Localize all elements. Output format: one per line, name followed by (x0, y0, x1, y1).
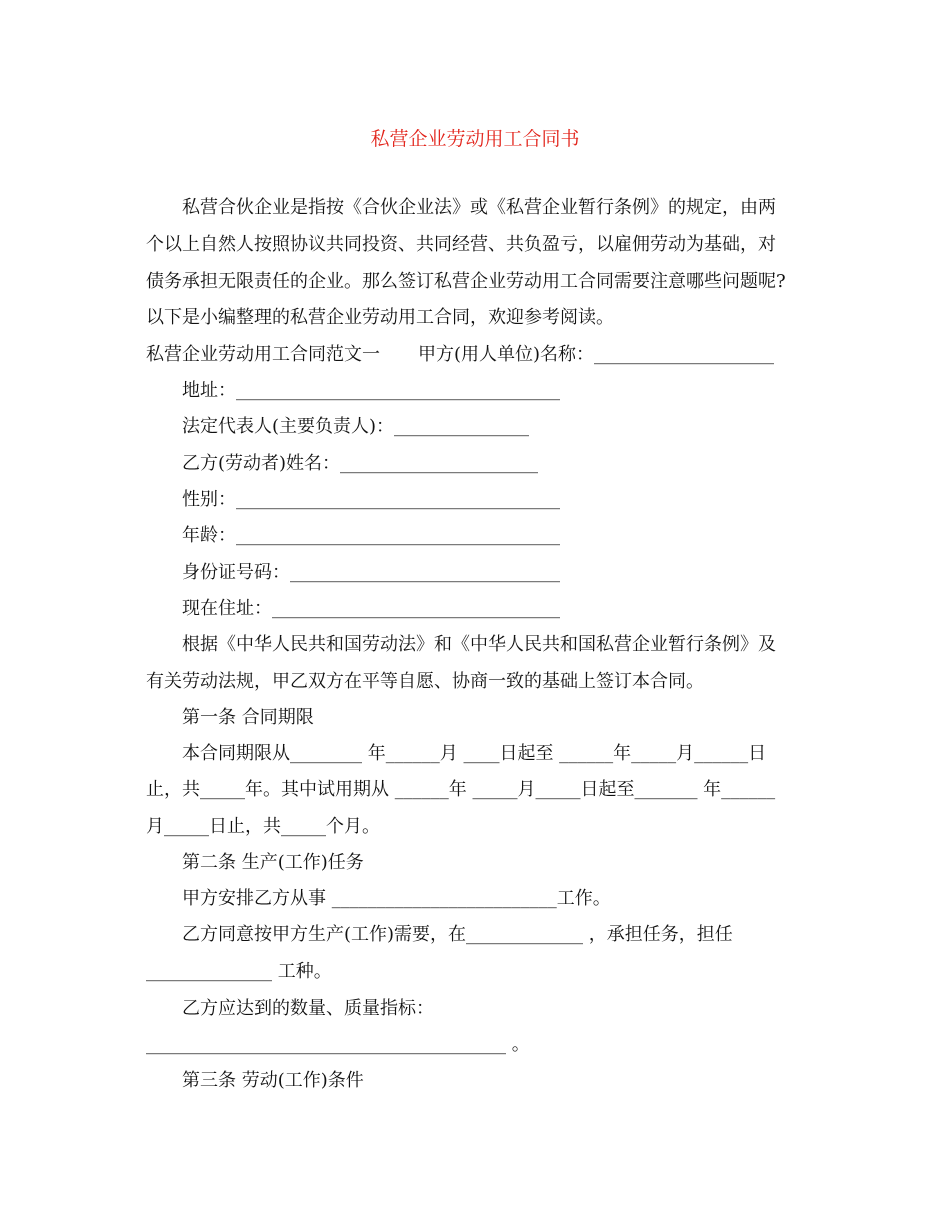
article3-heading: 第三条 劳动(工作)条件 (182, 1070, 364, 1091)
article2-line: 乙方同意按甲方生产(工作)需要，在_____________ ，承担任务，担任 (182, 924, 733, 945)
article2-line: ________________________________________ 。 (146, 1034, 530, 1055)
article2-line: 甲方安排乙方从事 _________________________工作。 (182, 888, 611, 909)
id-number-field: 身份证号码：______________________________ (182, 562, 560, 583)
basis-line: 根据《中华人民共和国劳动法》和《中华人民共和国私营企业暂行条例》及 (182, 634, 776, 655)
article2-line: ______________ 工种。 (146, 961, 332, 982)
basis-line: 有关劳动法规，甲乙双方在平等自愿、协商一致的基础上签订本合同。 (146, 671, 704, 692)
document-title: 私营企业劳动用工合同书 (370, 128, 580, 150)
sample-heading: 私营企业劳动用工合同范文一 (146, 344, 380, 365)
intro-line: 债务承担无限责任的企业。那么签订私营企业劳动用工合同需要注意哪些问题呢? (146, 271, 786, 292)
article1-line: 止，共_____年。其中试用期从 ______年 _____月_____日起至_______ 年______ (146, 779, 776, 800)
intro-line: 以下是小编整理的私营企业劳动用工合同，欢迎参考阅读。 (146, 307, 614, 328)
party-b-name-field: 乙方(劳动者)姓名：______________________ (182, 453, 539, 474)
intro-line: 个以上自然人按照协议共同投资、共同经营、共负盈亏，以雇佣劳动为基础，对 (146, 234, 776, 255)
sample-heading-line (146, 343, 806, 367)
legal-representative-field: 法定代表人(主要负责人)：_______________ (182, 416, 530, 437)
age-field: 年龄：____________________________________ (182, 525, 560, 546)
article2-heading: 第二条 生产(工作)任务 (182, 852, 364, 873)
party-a-name-field: 甲方(用人单位)名称：____________________ (418, 344, 775, 365)
address-field: 地址：____________________________________ (182, 380, 560, 401)
gender-field: 性别：____________________________________ (182, 489, 560, 510)
article1-line: 本合同期限从________ 年______月 ____日起至 ______年_____月______日 (182, 743, 767, 764)
current-address-field: 现在住址：________________________________ (182, 598, 560, 619)
article1-line: 月_____日止，共_____个月。 (146, 816, 380, 837)
article2-line: 乙方应达到的数量、质量指标： (182, 998, 434, 1019)
article1-heading: 第一条 合同期限 (182, 707, 314, 728)
intro-line: 私营合伙企业是指按《合伙企业法》或《私营企业暂行条例》的规定，由两 (182, 197, 776, 218)
